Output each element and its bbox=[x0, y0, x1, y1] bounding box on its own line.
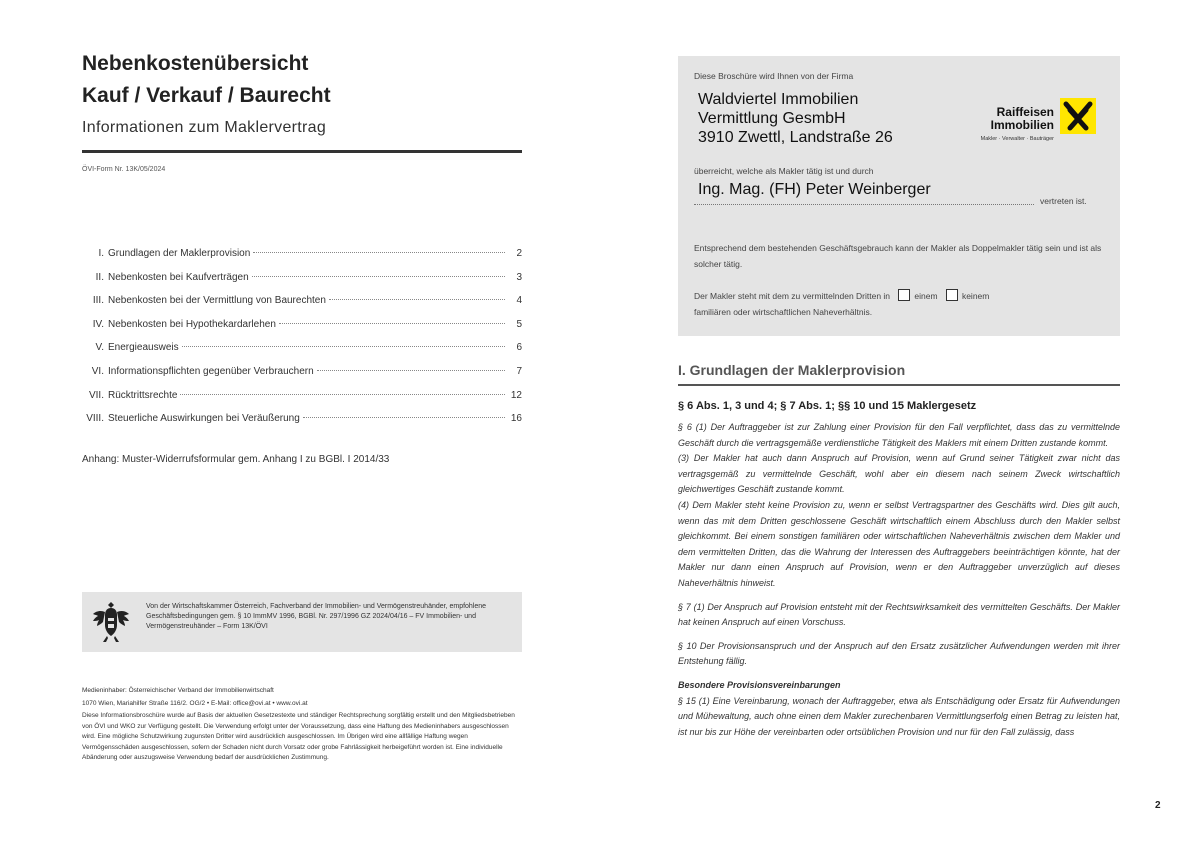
paragraph-6-4: (4) Dem Makler steht keine Provision zu, wenn er selbst Vertragspartner des Geschäfts wird. Dies gilt auch, wenn das mit dem Dritten geschlossene Geschäft wirtschaftlich einem Abschluss durch den Makler selbst gleichkommt. Bei einem sonstigen familiären oder wirtschaftlichen Naheverhältnis zwischen dem Makler und dem vermittelten Dritten, das die Wahrung der Interessen des Auftraggebers beeinträchtigen könnte, hat der Makler nur dann einen Anspruch auf Provision, wenn er den Auftraggeber unverzüglich auf dieses Naheverhältnis hinweist. bbox=[678, 499, 1120, 588]
imprint-owner: Medieninhaber: Österreichischer Verband der Immobilienwirtschaft bbox=[82, 687, 274, 694]
relationship-text-a: Der Makler steht mit dem zu vermittelnden Dritten in bbox=[694, 291, 891, 301]
double-broker-paragraph: Entsprechend dem bestehenden Geschäftsgebrauch kann der Makler als Doppelmakler tätig sein und ist als solcher tätig. bbox=[694, 243, 1102, 269]
section-heading: I. Grundlagen der Maklerprovision bbox=[678, 362, 1120, 386]
toc-leader bbox=[180, 394, 505, 395]
appendix-note: Anhang: Muster-Widerrufsformular gem. Anhang I zu BGBl. I 2014/33 bbox=[82, 454, 390, 465]
raiffeisen-gable-cross-icon bbox=[1060, 98, 1096, 134]
broker-info-box bbox=[678, 56, 1120, 336]
firm-address: 3910 Zwettl, Landstraße 26 bbox=[698, 129, 893, 146]
toc-page: 6 bbox=[516, 342, 522, 354]
toc-page: 2 bbox=[516, 248, 522, 259]
toc-number: I. bbox=[98, 248, 104, 259]
title-line-2: Kauf / Verkauf / Baurecht bbox=[82, 84, 331, 107]
logo-tagline: Makler · Verwalter · Bauträger bbox=[980, 136, 1054, 142]
handed-over-text: überreicht, welche als Makler tätig ist und durch bbox=[694, 166, 874, 176]
toc-title: Nebenkosten bei Kaufverträgen bbox=[108, 271, 249, 283]
checkbox-label-einem: einem bbox=[914, 291, 938, 301]
imprint-address: 1070 Wien, Mariahilfer Straße 116/2. OG/2 • E-Mail: office@ovi.at • www.ovi.at bbox=[82, 699, 308, 707]
wko-recommendation-box bbox=[82, 592, 522, 652]
toc-entry[interactable] bbox=[82, 390, 522, 414]
relationship-text-b: familiären oder wirtschaftlichen Naheverhältnis. bbox=[694, 307, 873, 317]
agent-name-line bbox=[694, 204, 1034, 205]
toc-page: 16 bbox=[510, 413, 522, 425]
agent-name: Ing. Mag. (FH) Peter Weinberger bbox=[698, 181, 931, 198]
toc-leader bbox=[252, 276, 505, 277]
firm-name-line-2: Vermittlung GesmbH bbox=[698, 110, 846, 127]
toc-entry[interactable] bbox=[82, 295, 522, 319]
title-line-1: Nebenkostenübersicht bbox=[82, 52, 309, 75]
title-rule bbox=[82, 150, 522, 153]
toc-leader bbox=[303, 417, 505, 418]
toc-leader bbox=[279, 323, 505, 324]
toc-leader bbox=[182, 346, 505, 347]
wko-text: Von der Wirtschaftskammer Österreich, Fachverband der Immobilien- und Vermögenstreuhänder, empfohlene Geschäftsbedingungen gem. § 10 ImmMV 1996, BGBl. Nr. 297/1996 GZ 2024/04/16 – FV Immobilien- und Vermögenstreuhänder – Form 13K/ÖVI bbox=[146, 603, 487, 630]
paragraph-10: § 10 Der Provisionsanspruch und der Anspruch auf den Ersatz zusätzlicher Aufwendungen werden mit ihrer Entstehung fällig. bbox=[678, 640, 1120, 667]
relationship-paragraph bbox=[694, 288, 1114, 320]
broker-intro: Diese Broschüre wird Ihnen von der Firma bbox=[694, 71, 854, 81]
raiffeisen-immobilien-logo bbox=[954, 96, 1100, 148]
toc-leader bbox=[253, 252, 505, 253]
toc-entry[interactable] bbox=[82, 366, 522, 390]
page-number: 2 bbox=[1155, 800, 1161, 811]
toc-title: Informationspflichten gegenüber Verbrauchern bbox=[108, 365, 314, 377]
checkbox-einem[interactable] bbox=[898, 289, 910, 301]
toc-number: II. bbox=[95, 271, 104, 283]
logo-line-2: Immobilien bbox=[990, 118, 1054, 132]
checkbox-label-keinem: keinem bbox=[961, 291, 990, 301]
toc-title: Grundlagen der Maklerprovision bbox=[108, 248, 251, 259]
paragraph-15-1: § 15 (1) Eine Vereinbarung, wonach der Auftraggeber, etwa als Entschädigung oder Ersatz für Aufwendungen und Mühewaltung, auch ohne einen dem Makler zurechenbaren Vermittlungserfolg einen Betrag zu leisten hat, ist nur bis zur Höhe der vereinbarten oder ortsüblichen Provision und nur für den Fall zulässig, dass bbox=[678, 695, 1120, 737]
firm-name-line-1: Waldviertel Immobilien bbox=[698, 91, 859, 108]
austrian-eagle-icon bbox=[90, 598, 132, 646]
toc-page: 3 bbox=[516, 271, 522, 283]
toc-entry[interactable] bbox=[82, 319, 522, 343]
broker-firm bbox=[698, 90, 893, 147]
toc-number: VII. bbox=[88, 389, 104, 401]
imprint-disclaimer: Diese Informationsbroschüre wurde auf Basis der aktuellen Gesetzestexte und ständiger Rechtsprechung sorgfältig erstellt und den Mitgliedsbetrieben von ÖVI und WKO zur Verfügung gestellt. Die Verwendung erfolgt unter der Voraussetzung, dass eine Haftung des Medieninhabers ausgeschlossen wird. Eine mögliche Schutzwirkung zugunsten Dritter wird ausdrücklich ausgeschlossen. Im Übrigen wird eine allfällige Haftung wegen Vermögensschäden ausgeschlossen, sofern der Schaden nicht durch Vorsatz oder grobe Fahrlässigkeit herbeigeführt worden ist. Eine individuelle Abänderung oder auszugsweise Verwendung bedarf der ausdrücklichen Zustimmung. bbox=[82, 712, 515, 761]
toc-number: IV. bbox=[92, 318, 104, 330]
paragraph-7-1: § 7 (1) Der Anspruch auf Provision entsteht mit der Rechtswirksamkeit des vermittelten Geschäfts. Der Makler hat keinen Anspruch auf einen Vorschuss. bbox=[678, 601, 1120, 628]
table-of-contents bbox=[82, 248, 522, 437]
toc-number: VI. bbox=[91, 365, 104, 377]
toc-page: 12 bbox=[510, 389, 522, 401]
subtitle: Informationen zum Maklervertrag bbox=[82, 119, 327, 136]
toc-entry[interactable] bbox=[82, 342, 522, 366]
paragraph-6-1: § 6 (1) Der Auftraggeber ist zur Zahlung einer Provision für den Fall verpflichtet, dass das zu vermittelnde Geschäft durch die vertragsgemäße verdienstliche Tätigkeit des Maklers mit einem Dritten zustande kommt. bbox=[678, 422, 1120, 448]
special-commission-heading: Besondere Provisionsvereinbarungen bbox=[678, 679, 841, 690]
paragraph-6-3: (3) Der Makler hat auch dann Anspruch auf Provision, wenn auf Grund seiner Tätigkeit zwar nicht das vertragsgemäß zu vermittelnde Geschäft, wohl aber ein diesem nach seinem Zweck wirtschaftlich gleichwertiges Geschäft zustande kommt. bbox=[678, 453, 1120, 495]
toc-entry[interactable] bbox=[82, 248, 522, 272]
toc-title: Nebenkosten bei der Vermittlung von Baurechten bbox=[108, 295, 326, 307]
toc-title: Nebenkosten bei Hypothekardarlehen bbox=[108, 318, 276, 330]
imprint bbox=[82, 686, 522, 766]
toc-title: Rücktrittsrechte bbox=[108, 389, 178, 401]
represented-text: vertreten ist. bbox=[1040, 196, 1087, 206]
toc-number: V. bbox=[95, 342, 104, 354]
toc-title: Steuerliche Auswirkungen bei Veräußerung bbox=[108, 413, 300, 425]
toc-leader bbox=[317, 370, 505, 371]
logo-line-1: Raiffeisen bbox=[996, 105, 1054, 119]
toc-page: 7 bbox=[516, 365, 522, 377]
form-number: ÖVI-Form Nr. 13K/05/2024 bbox=[82, 166, 166, 173]
toc-leader bbox=[329, 299, 505, 300]
law-text bbox=[678, 420, 1120, 740]
toc-entry[interactable] bbox=[82, 272, 522, 296]
toc-title: Energieausweis bbox=[108, 342, 179, 354]
toc-page: 5 bbox=[516, 318, 522, 330]
toc-number: III. bbox=[92, 295, 104, 307]
logo-wordmark bbox=[991, 106, 1054, 132]
checkbox-keinem[interactable] bbox=[946, 289, 958, 301]
law-heading: § 6 Abs. 1, 3 und 4; § 7 Abs. 1; §§ 10 und 15 Maklergesetz bbox=[678, 400, 977, 412]
toc-entry[interactable] bbox=[82, 413, 522, 437]
toc-page: 4 bbox=[516, 295, 522, 307]
toc-number: VIII. bbox=[86, 413, 104, 425]
